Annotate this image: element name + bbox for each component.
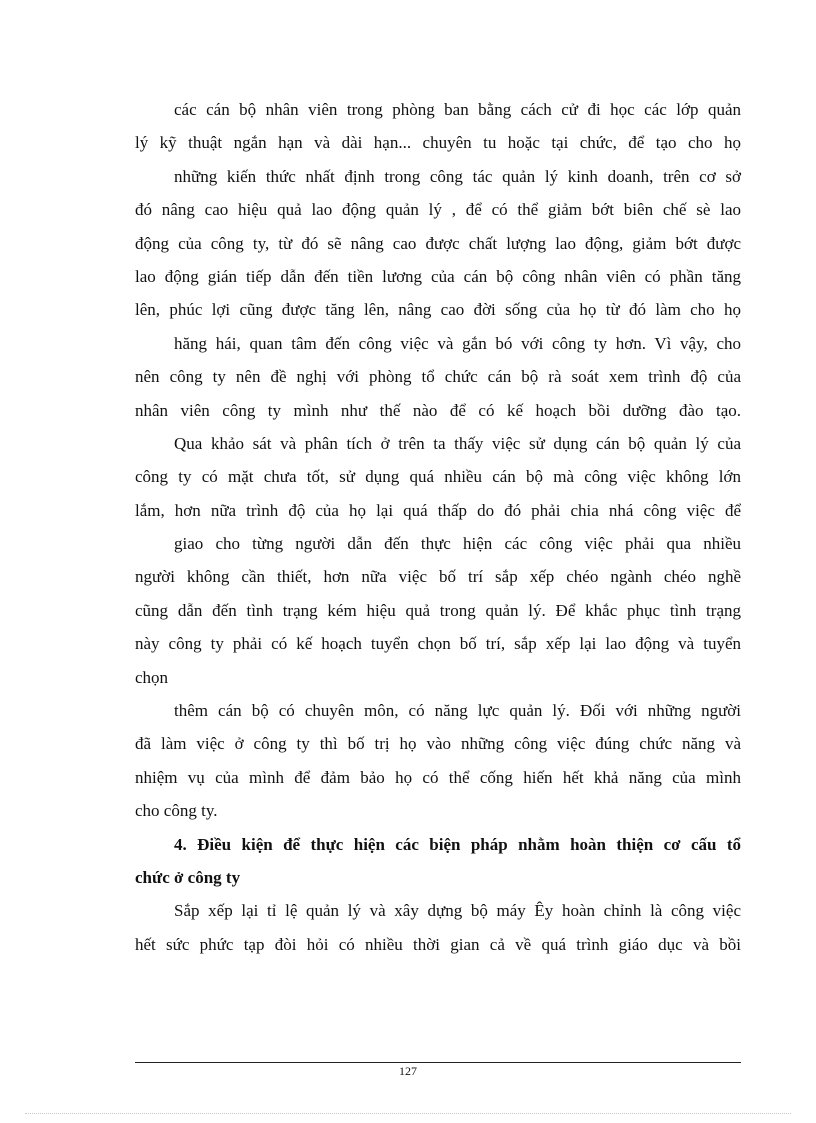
text-line: nhân viên công ty mình như thế nào để có kế hoạch bồi dưỡng đào tạo. [135, 400, 741, 420]
text-line: động của công ty, từ đó sẽ nâng cao được chất lượng lao động, giảm bớt được [135, 233, 741, 253]
text-line: những kiến thức nhất định trong công tác quản lý kinh doanh, trên cơ sở [174, 166, 741, 186]
text-line: Qua khảo sát và phân tích ở trên ta thấy việc sử dụng cán bộ quản lý của [174, 433, 741, 453]
text-line: lý kỹ thuật ngắn hạn và dài hạn... chuyên tu hoặc tại chức, để tạo cho họ [135, 133, 741, 153]
text-line: nên công ty nên đề nghị với phòng tổ chức cán bộ rà soát xem trình độ của [135, 367, 741, 387]
page-bottom-border [25, 1113, 791, 1114]
text-line: đó nâng cao hiệu quả lao động quản lý , để có thể giảm bớt biên chế sè lao [135, 200, 741, 220]
text-line: cũng dẫn đến tình trạng kém hiệu quả trong quản lý. Để khắc phục tình trạng [135, 600, 741, 620]
text-line: giao cho từng người dẫn đến thực hiện các công việc phải qua nhiều [174, 534, 741, 554]
text-line: Sắp xếp lại tỉ lệ quản lý và xây dựng bộ máy Êy hoàn chỉnh là công việc [174, 901, 741, 921]
text-line: cho công ty. [135, 801, 218, 821]
footer-divider [135, 1062, 741, 1063]
body-text [135, 93, 741, 961]
text-line: lắm, hơn nữa trình độ của họ lại quá thấp do đó phải chia nhá công việc để [135, 500, 741, 520]
page-number: 127 [399, 1064, 417, 1078]
section-heading: 4. Điều kiện để thực hiện các biện pháp nhằm hoàn thiện cơ cấu tổ [174, 834, 741, 854]
text-line: nhiệm vụ của mình để đảm bảo họ có thể cống hiến hết khả năng của mình [135, 767, 741, 787]
text-line: hăng hái, quan tâm đến công việc và gắn bó với công ty hơn. Vì vậy, cho [174, 333, 741, 353]
text-line: hết sức phức tạp đòi hỏi có nhiều thời gian cả về quá trình giáo dục và bồi [135, 934, 741, 954]
section-heading: chức ở công ty [135, 867, 241, 887]
text-line: chọn [135, 667, 169, 687]
text-line: đã làm việc ở công ty thì bố trị họ vào những công việc đúng chức năng và [135, 734, 741, 754]
text-line: lên, phúc lợi cũng được tăng lên, nâng cao đời sống của họ từ đó làm cho họ [135, 300, 741, 320]
text-line: lao động gián tiếp dẫn đến tiền lương của cán bộ công nhân viên có phần tăng [135, 266, 741, 286]
text-line: các cán bộ nhân viên trong phòng ban bằng cách cử đi học các lớp quản [174, 100, 741, 119]
text-line: thêm cán bộ có chuyên môn, có năng lực quản lý. Đối với những người [174, 701, 741, 721]
text-line: này công ty phải có kế hoạch tuyển chọn bố trí, sắp xếp lại lao động và tuyển [135, 634, 741, 654]
text-line: người không cần thiết, hơn nữa việc bố trí sắp xếp chéo ngành chéo nghề [135, 567, 741, 587]
text-line: công ty có mặt chưa tốt, sử dụng quá nhiều cán bộ mà công việc không lớn [135, 467, 741, 487]
